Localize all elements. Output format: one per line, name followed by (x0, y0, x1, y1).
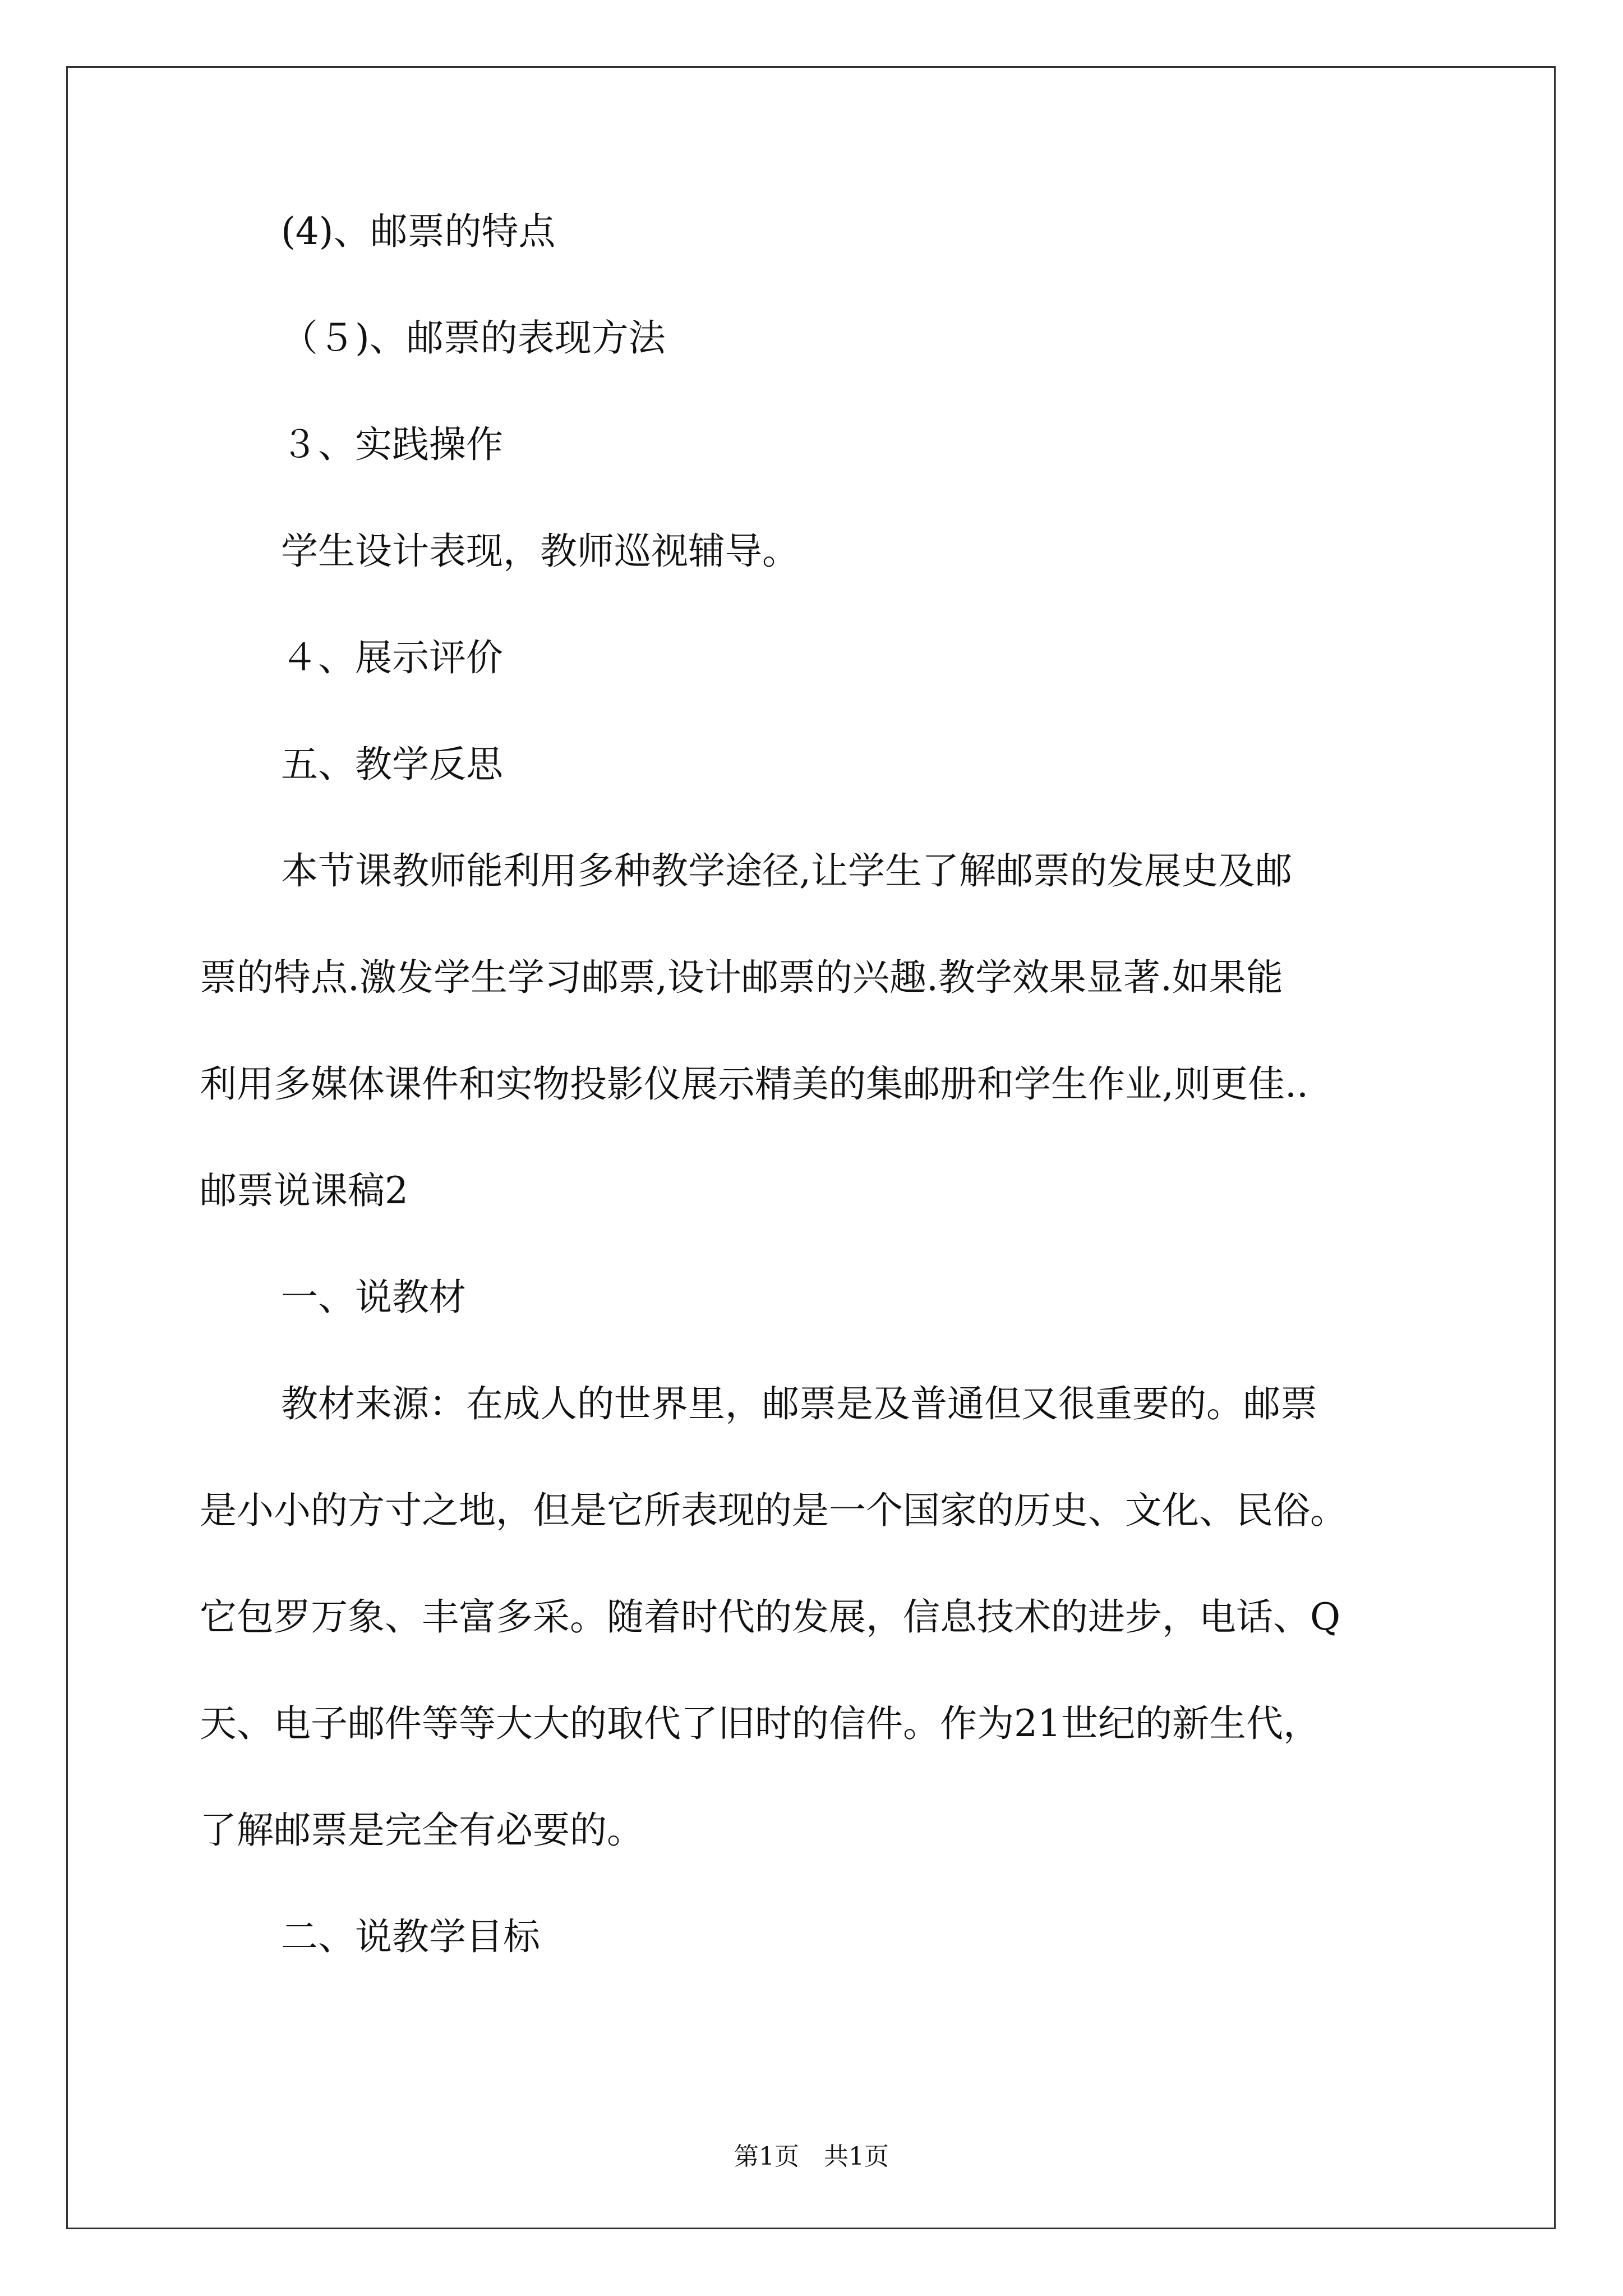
page-border (66, 66, 1556, 2229)
text-line: 是小小的方寸之地，但是它所表现的是一个国家的历史、文化、民俗。 (200, 1489, 1347, 1532)
text-line: ４、展示评价 (281, 636, 503, 679)
text-line: (4)、邮票的特点 (281, 210, 556, 253)
text-line: 利用多媒体课件和实物投影仪展示精美的集邮册和学生作业,则更佳.. (200, 1062, 1308, 1106)
text-line: 天、电子邮件等等大大的取代了旧时的信件。作为21世纪的新生代， (200, 1702, 1320, 1745)
section-heading: 二、说教学目标 (281, 1915, 540, 1958)
text-line: ３、实践操作 (281, 423, 503, 466)
section-heading: 五、教学反思 (281, 743, 503, 786)
text-line: 它包罗万象、丰富多采。随着时代的发展，信息技术的进步，电话、Q (200, 1595, 1341, 1639)
page-number-footer: 第1页 共1页 (734, 2142, 889, 2171)
text-line: （５)、邮票的表现方法 (281, 316, 666, 360)
section-heading: 一、说教材 (281, 1276, 466, 1319)
text-line: 票的特点.激发学生学习邮票,设计邮票的兴趣.教学效果显著.如果能 (200, 956, 1283, 999)
document-title: 邮票说课稿2 (200, 1169, 408, 1212)
text-line: 本节课教师能利用多种教学途径,让学生了解邮票的发展史及邮 (281, 849, 1292, 892)
text-line: 教材来源：在成人的世界里，邮票是及普通但又很重要的。邮票 (281, 1382, 1317, 1425)
text-line: 了解邮票是完全有必要的。 (200, 1809, 644, 1852)
text-line: 学生设计表现，教师巡视辅导。 (281, 530, 799, 573)
